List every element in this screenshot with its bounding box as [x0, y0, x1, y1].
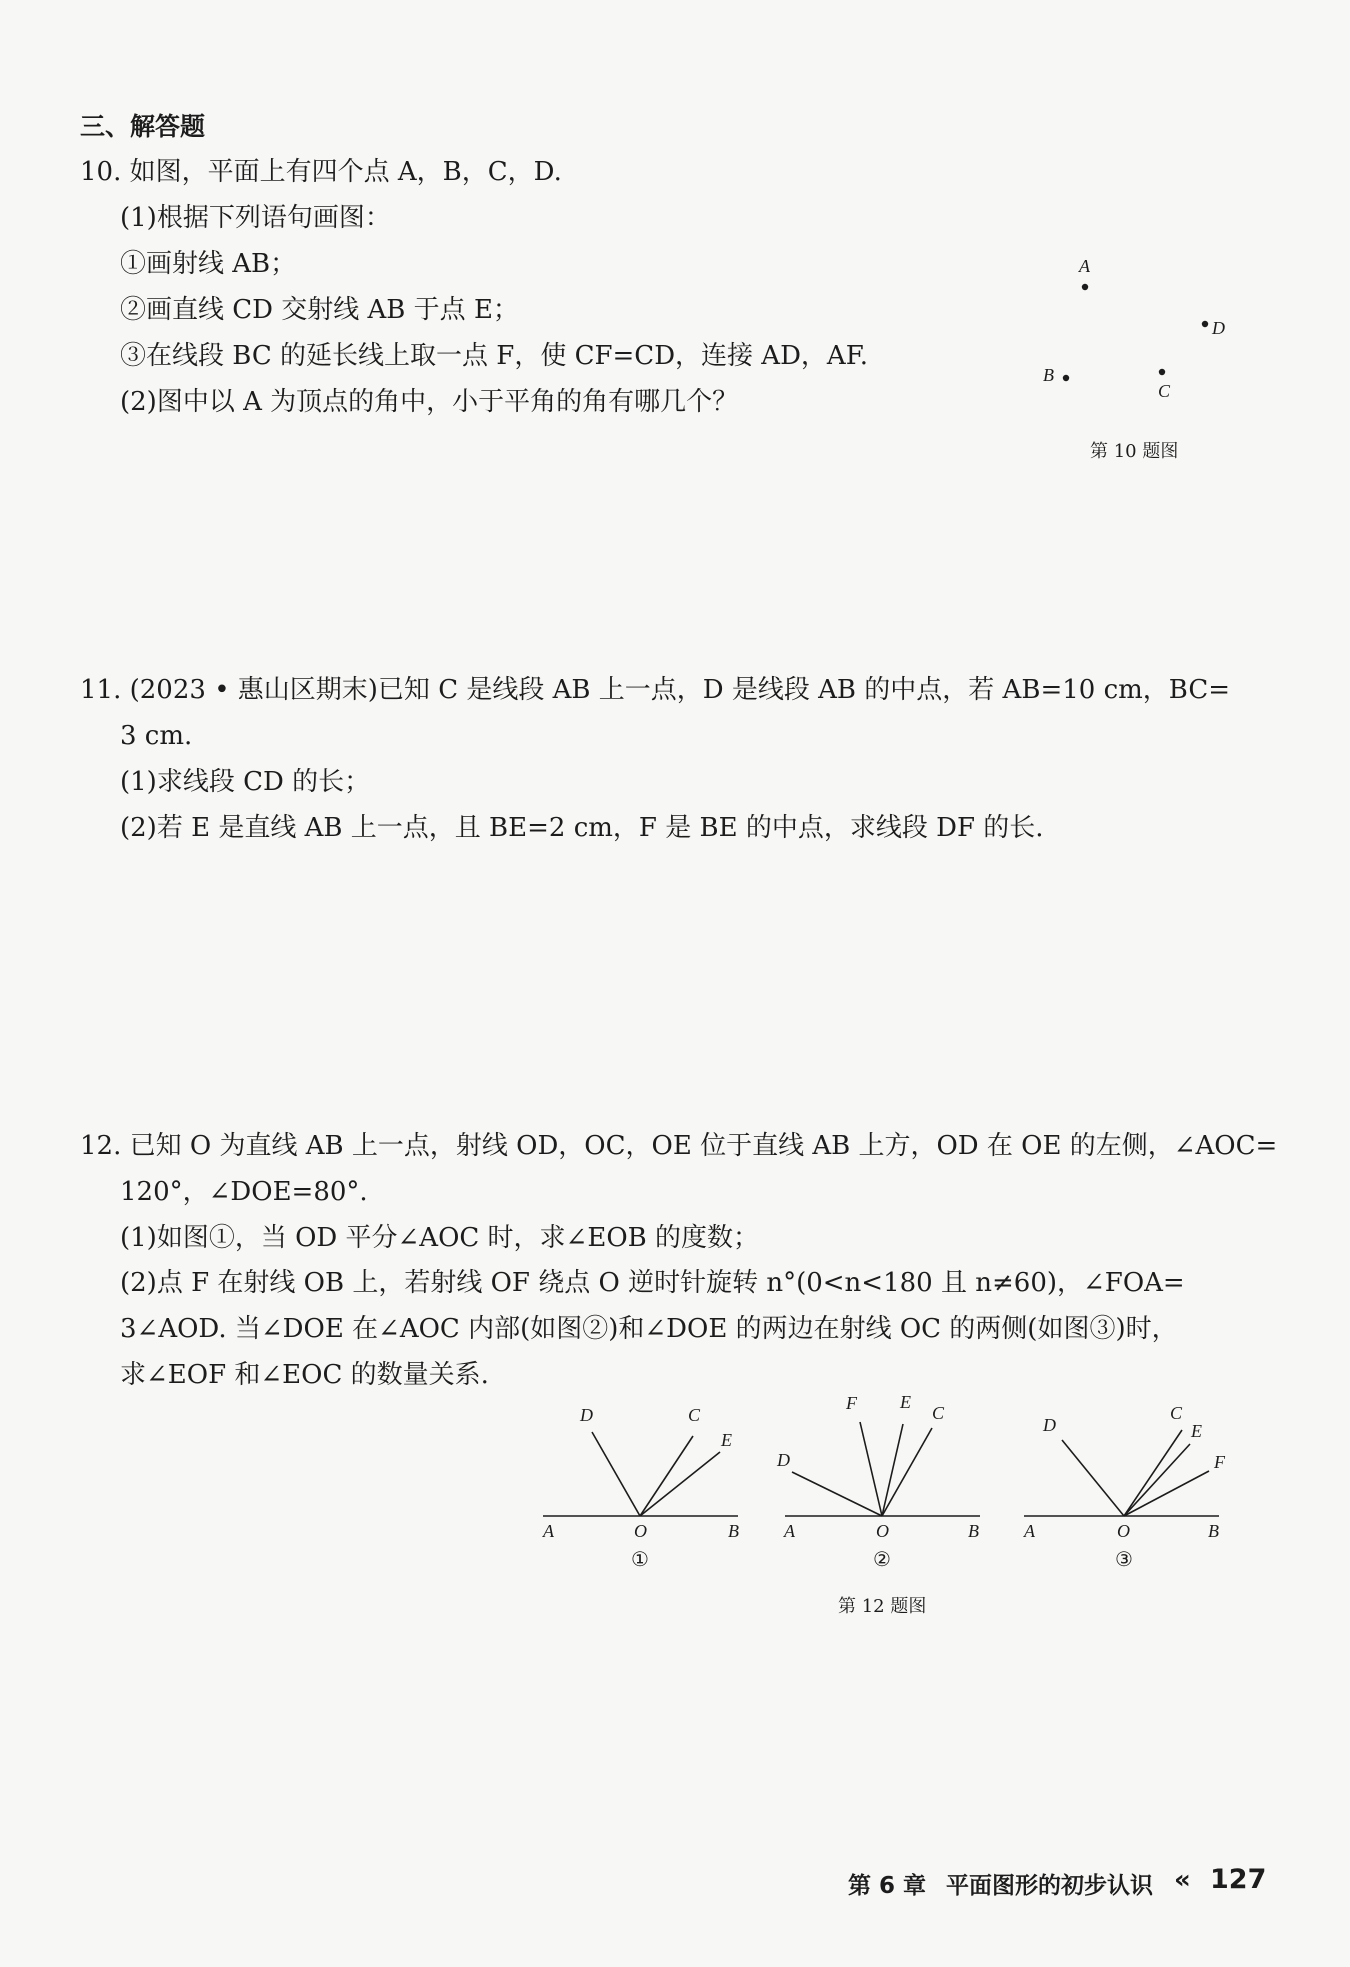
fig1-label-c: C [688, 1405, 701, 1425]
fig3-label-b: B [1208, 1521, 1219, 1541]
fig3-ray-of [1124, 1471, 1209, 1516]
q10-stem: 10. 如图，平面上有四个点 A，B，C，D. [80, 157, 562, 187]
page-number: 127 [1210, 1864, 1267, 1895]
q10-point-d [1202, 321, 1208, 327]
fig2-ray-of [860, 1422, 882, 1516]
q10-point-c [1159, 369, 1165, 375]
fig1-ray-od [592, 1432, 640, 1516]
footer-arrows-icon: « [1174, 1865, 1191, 1895]
fig1-label-o: O [634, 1521, 647, 1541]
footer-chapter-title: 平面图形的初步认识 [946, 1873, 1153, 1899]
q10-step1: ①画射线 AB； [120, 249, 297, 279]
fig1-label-e: E [721, 1430, 732, 1450]
q10-step3: ③在线段 BC 的延长线上取一点 F，使 CF=CD，连接 AD，AF. [120, 341, 868, 371]
q10-part1: (1)根据下列语句画图： [120, 203, 391, 233]
q12-part2-line3: 求∠EOF 和∠EOC 的数量关系. [120, 1360, 489, 1390]
fig3-label-a: A [1024, 1521, 1035, 1541]
q10-point-a [1082, 284, 1088, 290]
fig3-label-o: O [1117, 1521, 1130, 1541]
fig1-ray-oe [640, 1452, 720, 1516]
fig1-label-b: B [728, 1521, 739, 1541]
q10-label-b: B [1043, 365, 1054, 385]
fig2-ray-oc [882, 1428, 932, 1516]
fig2-label-f: F [846, 1393, 857, 1413]
fig3-number: ③ [1115, 1547, 1133, 1571]
fig3-ray-od [1062, 1440, 1124, 1516]
fig2-label-o: O [876, 1521, 889, 1541]
q11-part2: (2)若 E 是直线 AB 上一点，且 BE=2 cm，F 是 BE 的中点，求线段 DF 的长. [120, 813, 1044, 843]
fig3-label-d: D [1043, 1415, 1056, 1435]
fig3-label-e: E [1191, 1421, 1202, 1441]
fig3-label-c: C [1170, 1403, 1183, 1423]
q12-part2-line1: (2)点 F 在射线 OB 上，若射线 OF 绕点 O 逆时针旋转 n°(0<n<180 且 n≠60)，∠FOA= [120, 1268, 1185, 1298]
q10-step2: ②画直线 CD 交射线 AB 于点 E； [120, 295, 519, 325]
q12-part2-line2: 3∠AOD. 当∠DOE 在∠AOC 内部(如图②)和∠DOE 的两边在射线 OC 的两侧(如图③)时， [120, 1314, 1178, 1344]
q10-figure-caption: 第 10 题图 [1090, 441, 1179, 462]
q12-line2: 120°，∠DOE=80°. [120, 1177, 368, 1207]
q11-line1: 11. (2023 • 惠山区期末)已知 C 是线段 AB 上一点，D 是线段 AB 的中点，若 AB=10 cm，BC= [80, 675, 1231, 705]
q11-part1: (1)求线段 CD 的长； [120, 767, 371, 797]
q10-point-b [1063, 375, 1069, 381]
q12-figure-caption: 第 12 题图 [838, 1596, 927, 1617]
fig1-number: ① [631, 1547, 649, 1571]
fig3-label-f: F [1214, 1452, 1225, 1472]
q10-label-d: D [1212, 318, 1225, 338]
fig3-ray-oe [1124, 1444, 1190, 1516]
fig2-label-c: C [932, 1403, 945, 1423]
fig1-label-a: A [543, 1521, 554, 1541]
fig2-label-b: B [968, 1521, 979, 1541]
fig2-ray-oe [882, 1424, 903, 1516]
fig2-ray-od [792, 1472, 882, 1516]
q12-line1: 12. 已知 O 为直线 AB 上一点，射线 OD，OC，OE 位于直线 AB 上方，OD 在 OE 的左侧，∠AOC= [80, 1131, 1278, 1161]
q12-part1: (1)如图①，当 OD 平分∠AOC 时，求∠EOB 的度数； [120, 1223, 760, 1253]
fig3-ray-oc [1124, 1430, 1182, 1516]
q10-part2: (2)图中以 A 为顶点的角中，小于平角的角有哪几个？ [120, 387, 739, 417]
fig2-label-e: E [900, 1392, 911, 1412]
footer-chapter: 第 6 章 [848, 1873, 927, 1899]
q11-line2: 3 cm. [120, 721, 193, 751]
q10-label-c: C [1158, 381, 1171, 401]
fig1-ray-oc [640, 1436, 693, 1516]
section-title: 三、解答题 [80, 112, 206, 141]
fig1-label-d: D [580, 1405, 593, 1425]
fig2-label-d: D [777, 1450, 790, 1470]
fig2-label-a: A [784, 1521, 795, 1541]
fig2-number: ② [873, 1547, 891, 1571]
q10-label-a: A [1079, 256, 1090, 276]
